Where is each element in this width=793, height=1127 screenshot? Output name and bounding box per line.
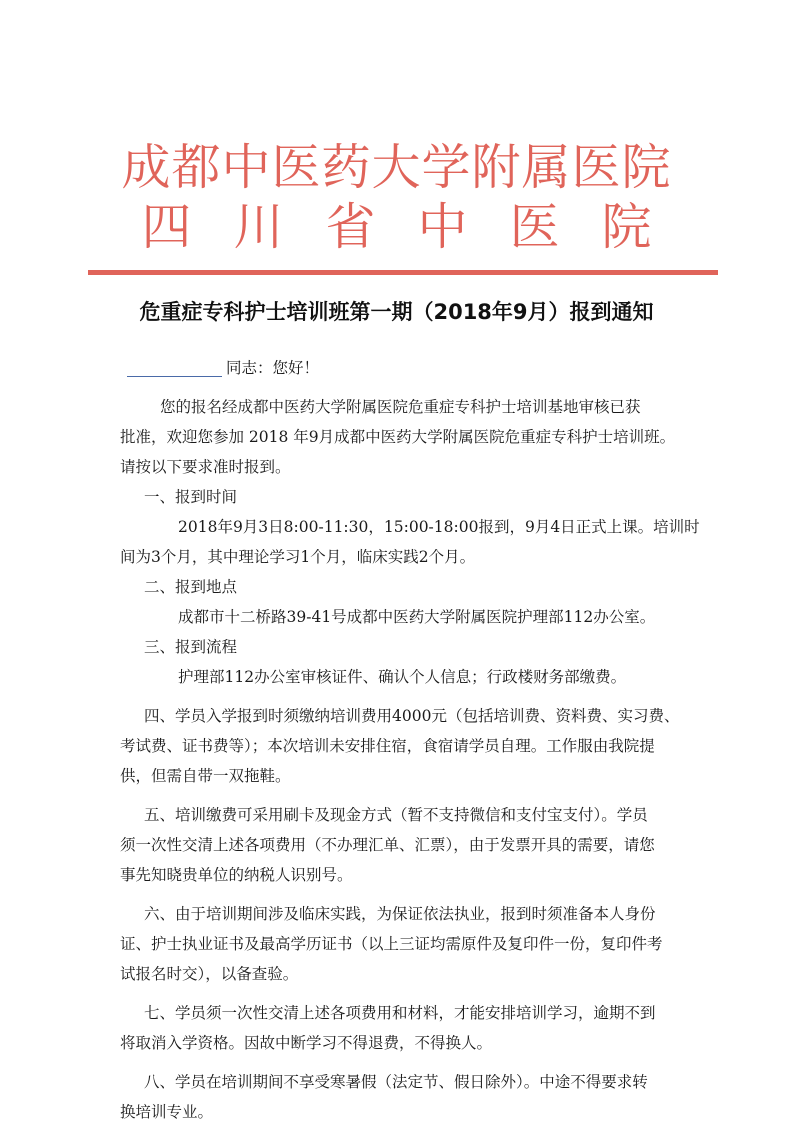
body-line: 事先知晓贵单位的纳税人识别号。 (120, 866, 353, 884)
body-line: 供，但需自带一双拖鞋。 (120, 767, 291, 785)
body-line: 将取消入学资格。因故中断学习不得退费，不得换人。 (120, 1034, 493, 1052)
letterhead-divider (88, 270, 718, 275)
body-line: 换培训专业。 (120, 1103, 214, 1121)
section-heading: 三、报到流程 (144, 638, 238, 656)
body-line: 八、学员在培训期间不享受寒暑假（法定节、假日除外）。中途不得要求转 (144, 1073, 648, 1091)
body-line: 考试费、证书费等）；本次培训未安排住宿，食宿请学员自理。工作服由我院提 (120, 737, 655, 755)
letterhead-hospital-alias: 四川省中医院 (141, 198, 694, 256)
section-heading: 一、报到时间 (144, 488, 238, 506)
name-blank (127, 356, 222, 377)
body-line: 批准，欢迎您参加 2018 年9月成都中医药大学附属医院危重症专科护士培训班。 (120, 428, 676, 446)
section-heading: 二、报到地点 (144, 578, 238, 596)
letterhead-hospital-name: 成都中医药大学附属医院 (121, 139, 672, 196)
greeting-text: 同志：您好！ (226, 359, 320, 377)
body-line: 请按以下要求准时报到。 (120, 458, 291, 476)
body-line: 您的报名经成都中医药大学附属医院危重症专科护士培训基地审核已获 (160, 398, 641, 416)
greeting-line (120, 353, 695, 383)
body-line: 六、由于培训期间涉及临床实践，为保证依法执业，报到时须准备本人身份 (144, 905, 656, 923)
body-line: 须一次性交清上述各项费用（不办理汇单、汇票），由于发票开具的需要，请您 (120, 836, 655, 854)
notice-title: 危重症专科护士培训班第一期（2018年9月）报到通知 (139, 300, 654, 324)
body-line: 2018年9月3日8:00-11:30，15:00-18:00报到，9月4日正式上课。培训时 (178, 518, 700, 536)
body-line: 七、学员须一次性交清上述各项费用和材料，才能安排培训学习，逾期不到 (144, 1004, 656, 1022)
body-line: 证、护士执业证书及最高学历证书（以上三证均需原件及复印件一份，复印件考 (120, 935, 663, 953)
body-line: 四、学员入学报到时须缴纳培训费用4000元（包括培训费、资料费、实习费、 (144, 707, 680, 725)
body-line: 试报名时交），以备查验。 (120, 965, 299, 983)
notice-body (120, 353, 700, 1127)
body-line: 护理部112办公室审核证件、确认个人信息；行政楼财务部缴费。 (178, 668, 627, 686)
body-line: 成都市十二桥路39-41号成都中医药大学附属医院护理部112办公室。 (178, 608, 656, 626)
body-line: 间为3个月，其中理论学习1个月，临床实践2个月。 (120, 548, 476, 566)
body-line: 五、培训缴费可采用刷卡及现金方式（暂不支持微信和支付宝支付）。学员 (144, 806, 648, 824)
